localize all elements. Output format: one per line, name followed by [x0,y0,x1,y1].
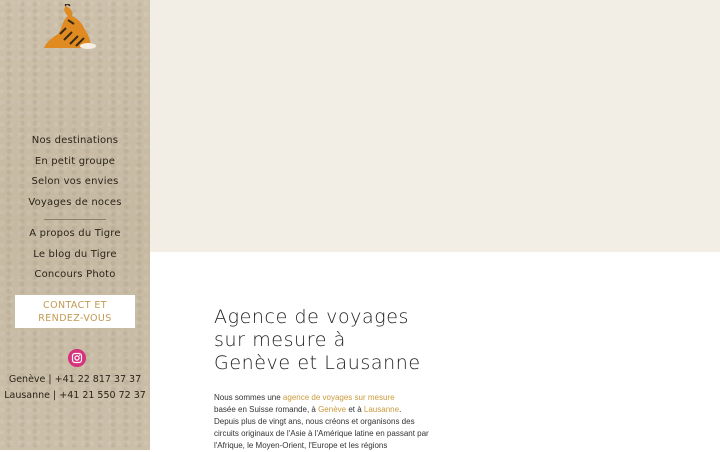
link-geneva[interactable]: Genève [318,405,347,414]
nav-selon-envies[interactable]: Selon vos envies [31,176,119,188]
nav-concours-photo[interactable]: Concours Photo [34,269,116,281]
nav-voyages-noces[interactable]: Voyages de noces [28,197,122,209]
nav-divider [44,219,106,220]
intro-paragraph [214,392,429,452]
intro-text-4: . [399,405,402,414]
phone-geneva[interactable]: Genève | +41 22 817 37 37 [8,374,142,385]
title-line-1: Agence de voyages [214,306,410,328]
nav-destinations[interactable]: Nos destinations [31,135,119,146]
nav-a-propos[interactable]: A propos du Tigre [29,228,121,239]
link-lausanne[interactable]: Lausanne [363,405,400,414]
title-line-2: sur mesure à [214,329,346,351]
primary-nav [0,133,150,216]
contact-button[interactable] [15,295,135,328]
page-title [214,306,474,375]
secondary-nav [0,226,150,288]
phone-lausanne[interactable]: Lausanne | +41 21 550 72 37 [4,390,146,401]
link-agency[interactable]: agence de voyages sur mesure [282,393,395,402]
contact-button-line2: RENDEZ-VOUS [38,313,112,324]
nav-petit-groupe[interactable]: En petit groupe [34,155,116,167]
contact-button-line1: CONTACT ET [43,300,107,311]
title-line-3: Genève et Lausanne [214,352,421,374]
hero-banner [150,0,720,252]
intro-text-3: et à [346,405,364,414]
tiger-logo-icon[interactable] [40,4,100,50]
intro-text-1: Nous sommes une [214,393,283,402]
intro-text-5: Depuis plus de vingt ans, nous créons et organisons des circuits originaux de l'Asie à l'Amérique latine en passant par l'Afrique, le Moyen-Orient, l'Europe et les régions [214,417,429,450]
intro-text-2: basée en Suisse romande, à [214,405,319,414]
sidebar [0,0,150,450]
nav-blog[interactable]: Le blog du Tigre [33,248,117,260]
instagram-icon[interactable] [68,349,86,367]
